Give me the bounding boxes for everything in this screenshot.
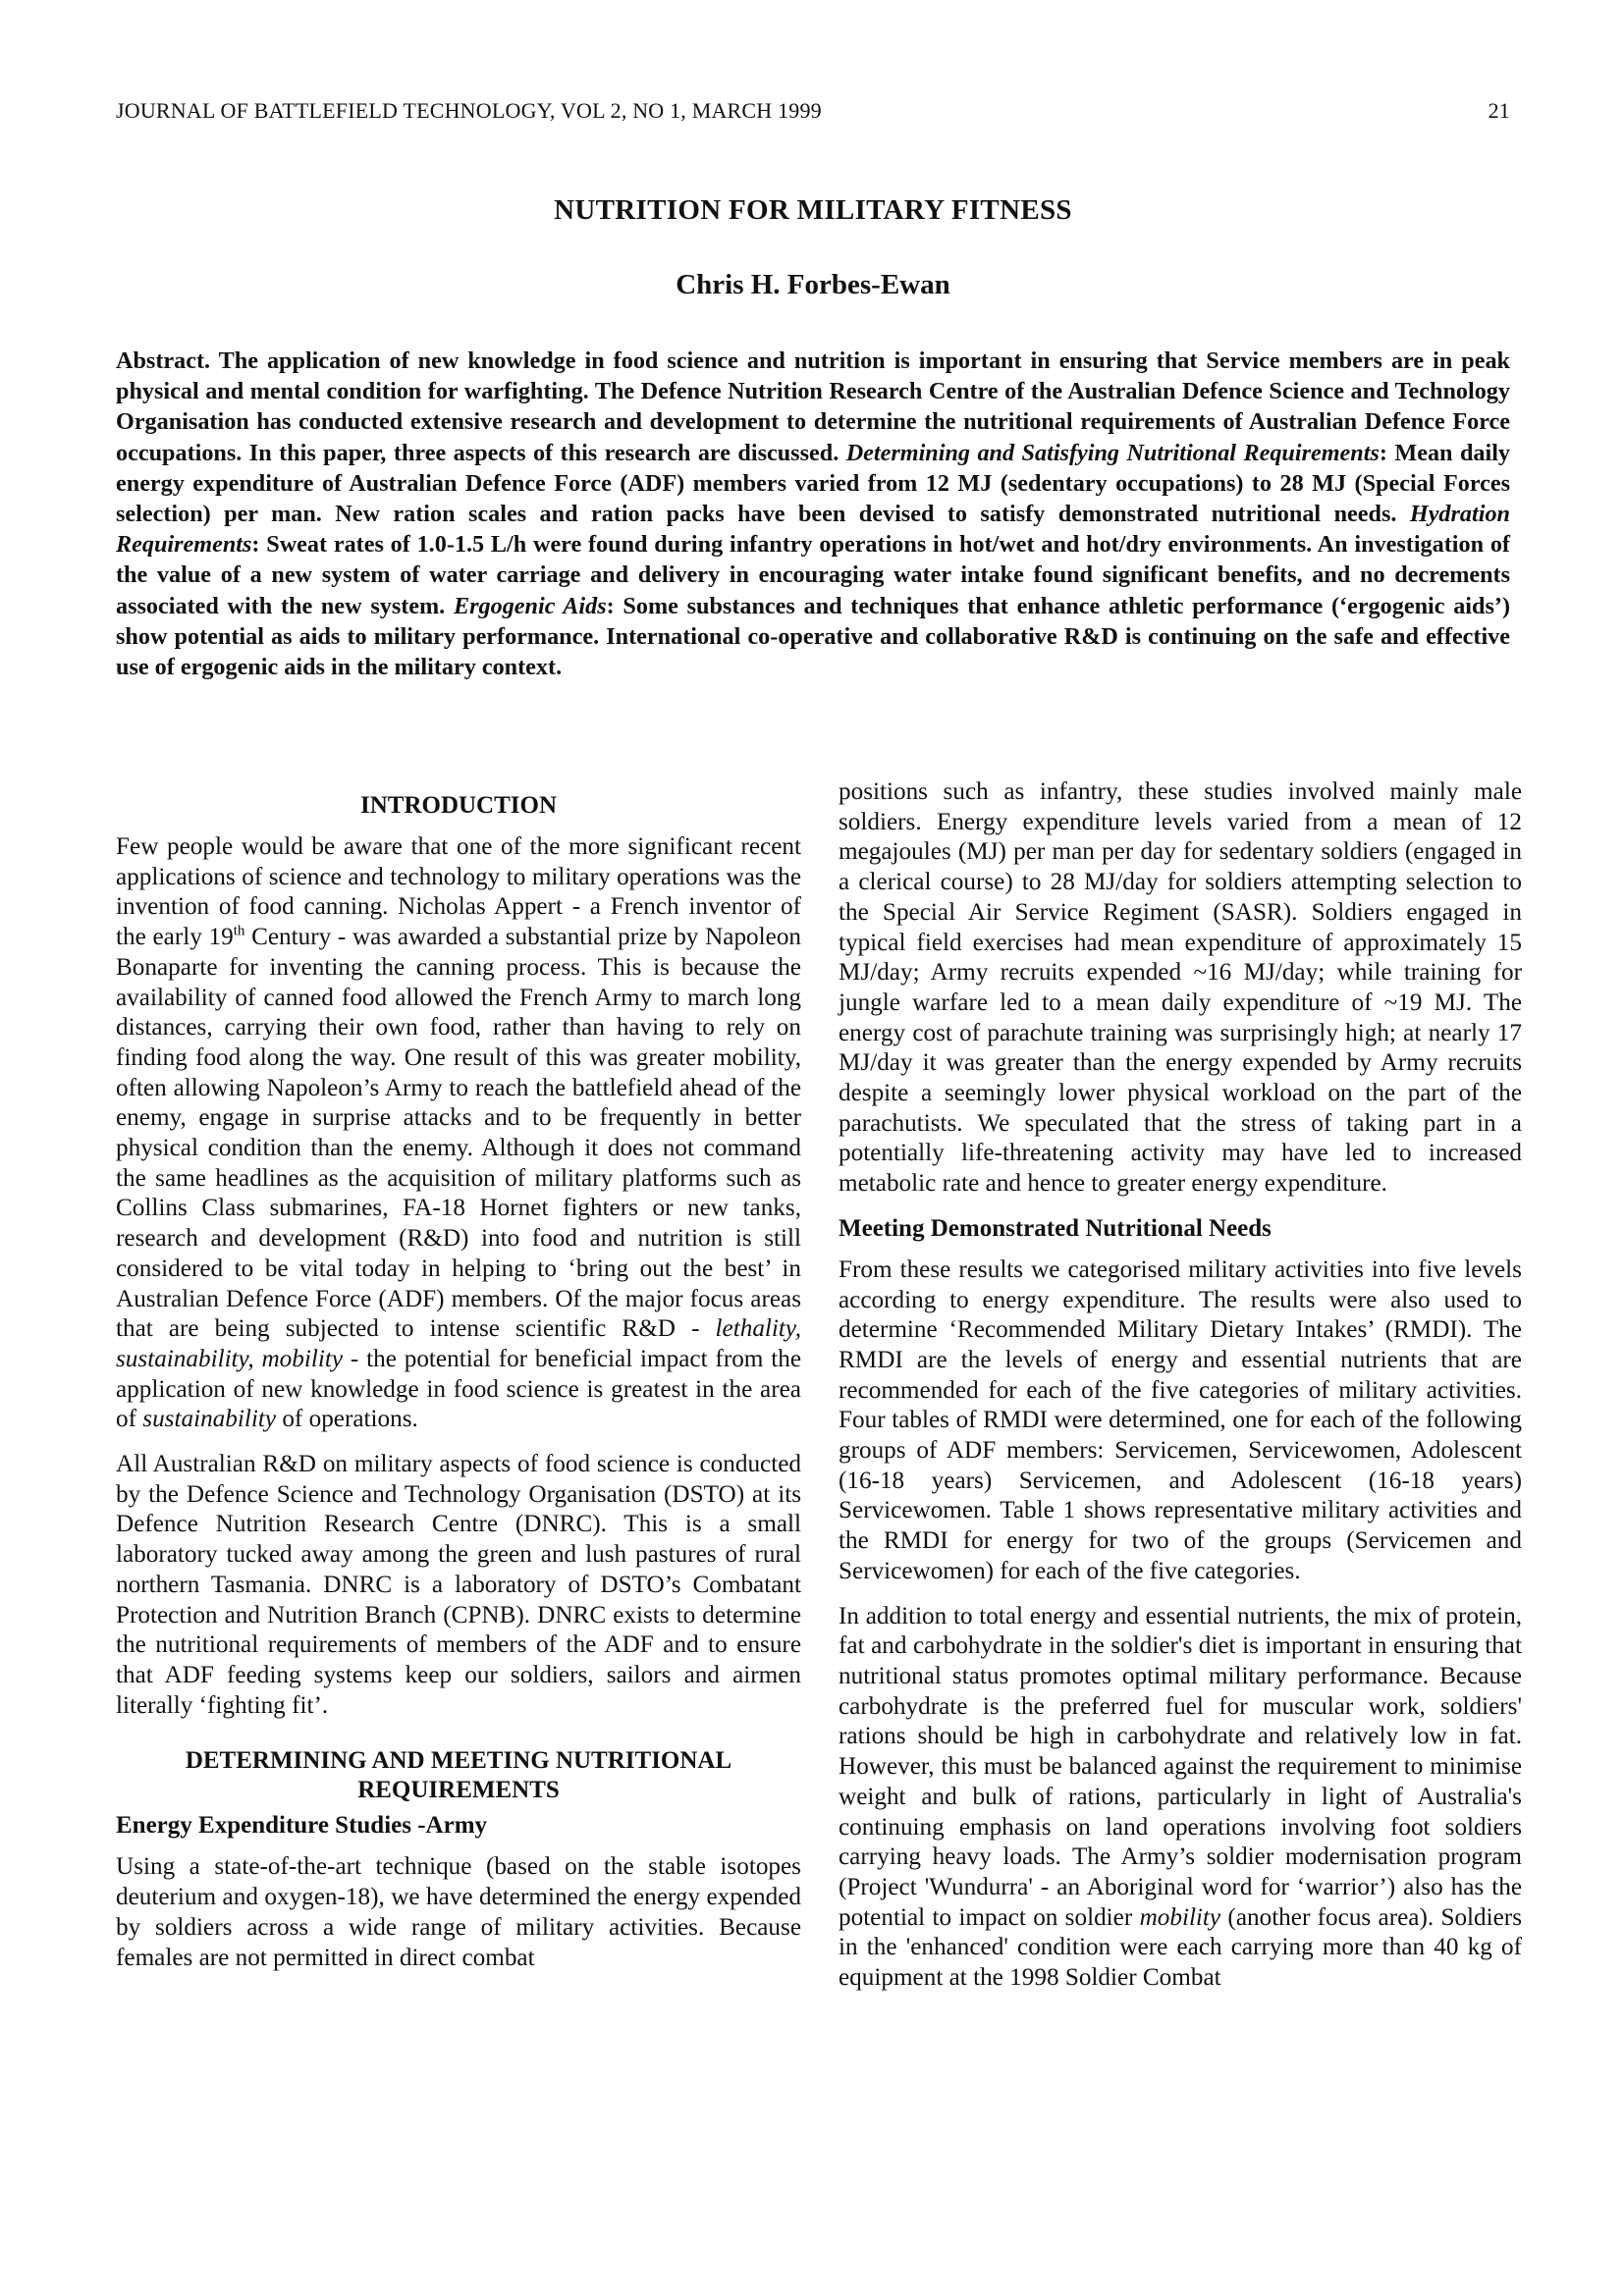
text-run: of operations. [276, 1406, 418, 1433]
left-column [116, 775, 801, 1988]
paragraph [839, 1602, 1522, 1994]
paragraph: From these results we categorised military activities into five levels according to energy expenditure. The results were also used to determine ‘Recommended Military Dietary Intakes’ (RMDI). The RMDI are the levels of energy and essential nutrients that are recommended for each of the five categories of military activities. Four tables of RMDI were determined, one for each of the following groups of ADF members: Servicemen, Servicewomen, Adolescent (16-18 years) Servicemen, and Adolescent (16-18 years) Servicewomen. Table 1 shows representative military activities and the RMDI for energy for two of the groups (Servicemen and Servicewomen) for each of the five categories. [839, 1255, 1522, 1584]
author-name: Chris H. Forbes-Ewan [676, 269, 950, 300]
abstract-text: : Sweat rates of 1.0-1.5 L/h were found during infantry operations in hot/wet and hot/dry environments. An investigation of the value of a new system of water carriage and delivery in encouraging water intake found significant benefits, and no decrements associated with the new system. [116, 531, 1510, 619]
section-heading-requirements: DETERMINING AND MEETING NUTRITIONAL REQUIREMENTS [185, 1747, 732, 1804]
paragraph: All Australian R&D on military aspects of food science is conducted by the Defence Science and Technology Organisation (DSTO) at its Defence Nutrition Research Centre (DNRC). This is a small laboratory tucked away among the green and lush pastures of rural northern Tasmania. DNRC is a laboratory of DSTO’s Combatant Protection and Nutrition Branch (CPNB). DNRC exists to determine the nutritional requirements of members of the ADF and to ensure that ADF feeding systems keep our soldiers, sailors and airmen literally ‘fighting fit’. [116, 1451, 801, 1719]
section-heading-introduction: INTRODUCTION [359, 792, 558, 819]
abstract-topic-hydration: Hydration Requirements [116, 501, 1511, 559]
abstract-label: Abstract. [116, 347, 211, 374]
page-number: 21 [1488, 98, 1510, 123]
abstract-text: The application of new knowledge in food science and nutrition is important in ensuring that Service members are in peak physical and mental condition for warfighting. The Defence Nutrition Research Centre of the Australian Defence Science and Technology Organisation has conducted extensive research and development to determine the nutritional requirements of Australian Defence Force occupations. In this paper, three aspects of this research are discussed. [116, 347, 1510, 466]
text-run: - the potential for beneficial impact from the application of new knowledge in food science is greatest in the area of [116, 1345, 802, 1433]
abstract-topic-ergogenic: Ergogenic Aids [453, 592, 607, 619]
running-header [116, 98, 1510, 124]
paragraph: Using a state-of-the-art technique (based on the stable isotopes deuterium and oxygen-18), we have determined the energy expended by soldiers across a wide range of military activities. Because females are not permitted in direct combat [116, 1853, 801, 1971]
superscript: th [233, 923, 245, 939]
text-run: Century - was awarded a substantial prize by Napoleon Bonaparte for inventing the canning process. This is because the availability of canned food allowed the French Army to march long distances, carrying their own food, rather than having to rely on finding food along the way. One result of this was greater mobility, often allowing Napoleon’s Army to reach the battlefield ahead of the enemy, engage in surprise attacks and to be frequently in better physical condition than the enemy. Although it does not command the same headlines as the acquisition of military platforms such as Collins Class submarines, FA-18 Hornet fighters or new tanks, research and development (R&D) into food and nutrition is still considered to be vital today in helping to ‘bring out the best’ in Australian Defence Force (ADF) members. Of the major focus areas that are being subjected to intense scientific R&D - [116, 924, 802, 1343]
abstract-topic-requirements: Determining and Satisfying Nutritional Requirements [845, 439, 1380, 466]
subsection-heading-energy-army: Energy Expenditure Studies -Army [116, 1812, 488, 1840]
paper-title: NUTRITION FOR MILITARY FITNESS [554, 194, 1072, 226]
emphasis: sustainability [142, 1406, 277, 1433]
emphasis: mobility [1139, 1903, 1221, 1931]
subsection-heading-nutritional-needs: Meeting Demonstrated Nutritional Needs [839, 1214, 1272, 1242]
journal-citation: JOURNAL OF BATTLEFIELD TECHNOLOGY, VOL 2, NO 1, MARCH 1999 [116, 98, 822, 123]
abstract [116, 346, 1510, 682]
right-column [839, 777, 1522, 2008]
text-run: (another focus area). Soldiers in the 'enhanced' condition were each carrying more than 40 kg of equipment at the 1998 Soldier Combat [839, 1903, 1523, 1992]
text-run: In addition to total energy and essential nutrients, the mix of protein, fat and carbohydrate in the soldier's diet is important in ensuring that nutritional status promotes optimal military performance. Because carbohydrate is the preferred fuel for muscular work, soldiers' rations should be high in carbohydrate and relatively low in fat. However, this must be balanced against the requirement to minimise weight and bulk of rations, particularly in light of Australia's continuing emphasis on land operations involving foot soldiers carrying heavy loads. The Army’s soldier modernisation program (Project 'Wundurra' - an Aboriginal word for ‘warrior’) also has the potential to impact on soldier [839, 1602, 1522, 1931]
abstract-text: : Mean daily energy expenditure of Australian Defence Force (ADF) members varied from 12 MJ (sedentary occupations) to 28 MJ (Special Forces selection) per man. New ration scales and ration packs have been devised to satisfy demonstrated nutritional needs. [116, 439, 1511, 528]
emphasis: lethality, sustainability, mobility [116, 1315, 801, 1372]
abstract-text: : Some substances and techniques that enhance athletic performance (‘ergogenic aids’) show potential as aids to military performance. International co-operative and collaborative R&D is continuing on the safe and effective use of ergogenic aids in the military context. [116, 592, 1510, 681]
text-run: Few people would be aware that one of the more significant recent applications of science and technology to military operations was the invention of food canning. Nicholas Appert - a French inventor of the early 19 [116, 833, 801, 951]
paragraph [116, 832, 801, 1435]
paragraph: positions such as infantry, these studies involved mainly male soldiers. Energy expenditure levels varied from a mean of 12 megajoules (MJ) per man per day for sedentary soldiers (engaged in a clerical course) to 28 MJ/day for soldiers attempting selection to the Special Air Service Regiment (SASR). Soldiers engaged in typical field exercises had mean expenditure of approximately 15 MJ/day; Army recruits expended ~16 MJ/day; while training for jungle warfare led to a mean daily expenditure of ~19 MJ. The energy cost of parachute training was surprisingly high; at nearly 17 MJ/day it was greater than the energy expended by Army recruits despite a seemingly lower physical workload on the part of the parachutists. We speculated that the stress of taking part in a potentially life-threatening activity may have led to increased metabolic rate and hence to greater energy expenditure. [839, 778, 1522, 1198]
